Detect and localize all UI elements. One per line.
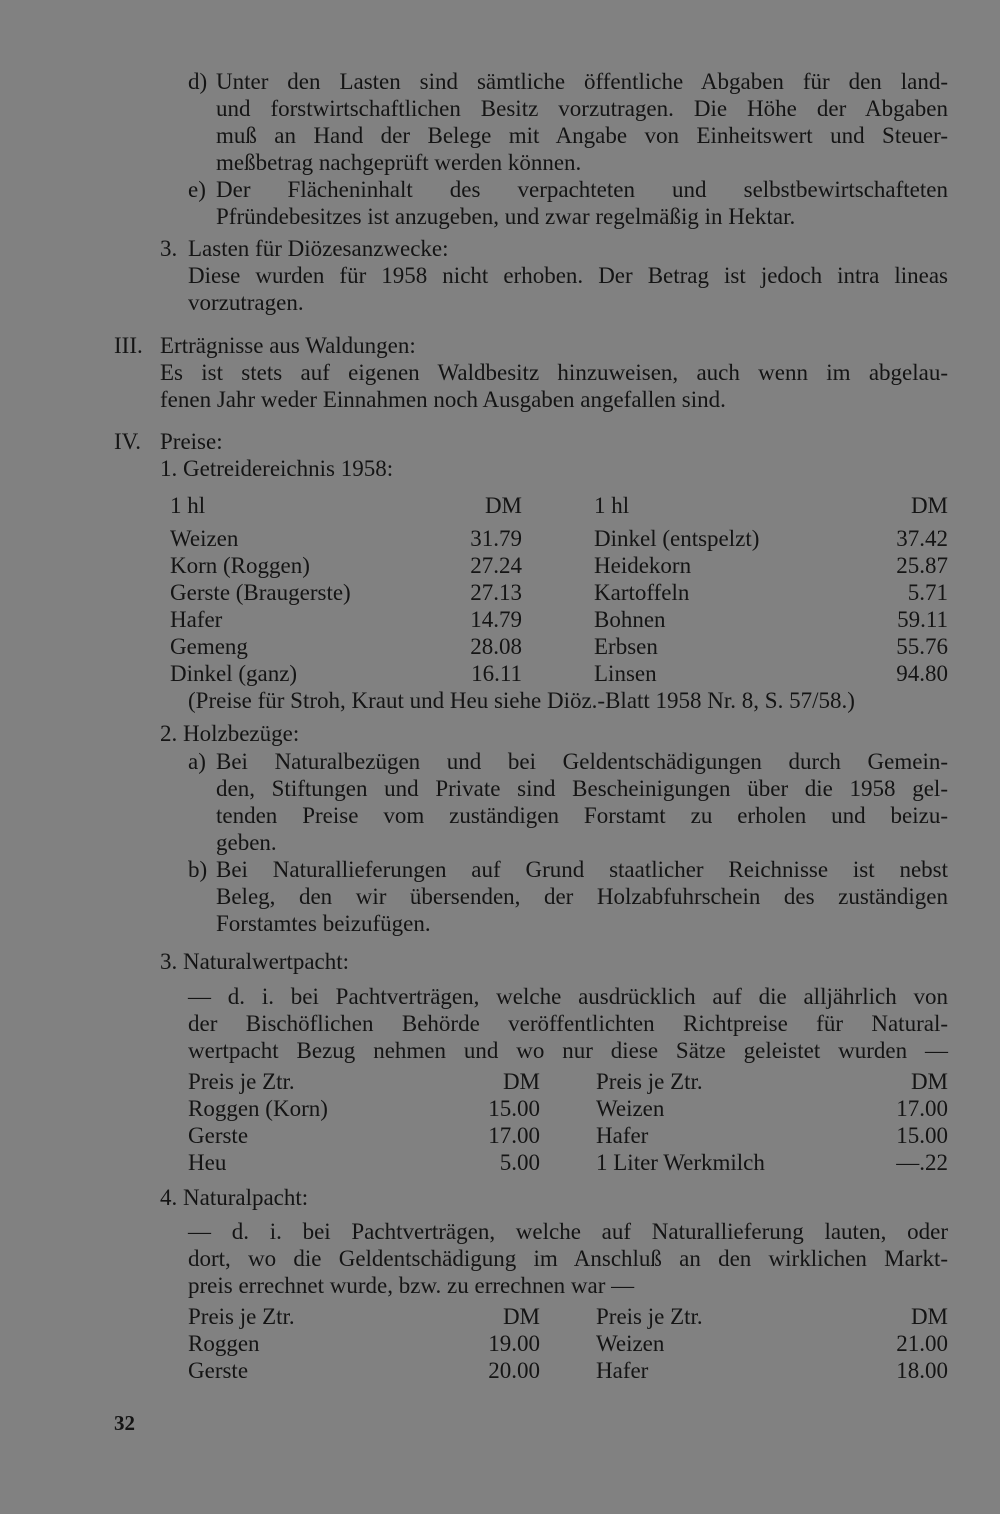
table-cell: Gemeng [170, 634, 248, 659]
table3-header [0, 1303, 1000, 1330]
table-cell: 1 Liter Werkmilch [596, 1150, 765, 1175]
table-row [0, 1330, 1000, 1357]
table-cell: 17.00 [896, 1096, 948, 1121]
table-cell: Kartoffeln [594, 580, 690, 605]
sub4-heading: 4. Naturalpacht: [160, 1185, 309, 1210]
table-row [0, 525, 1000, 552]
item-e-line-1: Der Flächeninhalt des verpachteten und selbstbewirtschafteten [216, 177, 948, 202]
sub2-a-line-1: Bei Naturalbezügen und bei Geldentschädigungen durch Gemein- [216, 749, 948, 774]
table3-cur-right: DM [910, 1304, 948, 1329]
sub2-a-line-3: tenden Preise vom zuständigen Forstamt zu erholen und beizu- [216, 803, 948, 828]
table-cell: 5.00 [499, 1150, 540, 1175]
table-cell: Roggen (Korn) [188, 1096, 328, 1121]
table-cell: Linsen [594, 661, 657, 686]
section-iii-line-1: Es ist stets auf eigenen Waldbesitz hinzuweisen, auch wenn im abgelau- [160, 360, 948, 385]
table2-cur-left: DM [502, 1069, 540, 1094]
table-cell: 18.00 [896, 1358, 948, 1383]
table-cell: Hafer [596, 1358, 649, 1383]
table-cell: Dinkel (ganz) [170, 661, 298, 686]
item-3-line-2: vorzutragen. [188, 290, 304, 315]
table-cell: 17.00 [488, 1123, 540, 1148]
table-cell: Bohnen [594, 607, 666, 632]
sub4-line-2: dort, wo die Geldentschädigung im Anschluß an den wirklichen Markt- [188, 1246, 948, 1271]
sub3-line-3: wertpacht Bezug nehmen und wo nur diese Sätze geleistet wurden — [188, 1038, 948, 1063]
table-cell: Weizen [596, 1331, 665, 1356]
table3-unit-right: Preis je Ztr. [596, 1304, 703, 1329]
table-row [0, 552, 1000, 579]
table-row [0, 1122, 1000, 1149]
table-cell: Weizen [170, 526, 239, 551]
section-iii-heading: Erträgnisse aus Waldungen: [160, 333, 416, 358]
table-cell: 28.08 [470, 634, 522, 659]
item-3-line-1: Diese wurden für 1958 nicht erhoben. Der Betrag ist jedoch intra lineas [188, 263, 948, 288]
table-cell: 27.24 [470, 553, 522, 578]
sub4-line-3: preis errechnet wurde, bzw. zu errechnen war — [188, 1273, 635, 1298]
item-d-line-3: muß an Hand der Belege mit Angabe von Einheitswert und Steuer- [216, 123, 948, 148]
table-cell: Gerste [188, 1358, 249, 1383]
table-cell: Hafer [596, 1123, 649, 1148]
item-3-label: 3. [160, 236, 178, 261]
table2-unit-left: Preis je Ztr. [188, 1069, 295, 1094]
table1-cur-left: DM [484, 493, 522, 518]
table2-unit-right: Preis je Ztr. [596, 1069, 703, 1094]
table-row [0, 1149, 1000, 1176]
table-cell: 14.79 [470, 607, 522, 632]
table-cell: 15.00 [896, 1123, 948, 1148]
table-cell: 31.79 [470, 526, 522, 551]
section-iii-numeral: III. [114, 333, 143, 358]
sub2-a-label: a) [188, 749, 206, 774]
section-iv-numeral: IV. [114, 429, 142, 454]
page-number: 32 [114, 1411, 135, 1435]
table-row [0, 633, 1000, 660]
table-cell: Heu [188, 1150, 227, 1175]
sub2-heading: 2. Holzbezüge: [160, 721, 300, 746]
table-cell: 55.76 [896, 634, 948, 659]
table-cell: Roggen [188, 1331, 260, 1356]
sub2-a-line-4: geben. [216, 830, 277, 855]
item-d-line-2: und forstwirtschaftlichen Besitz vorzutragen. Die Höhe der Abgaben [216, 96, 948, 121]
table-cell: Erbsen [594, 634, 658, 659]
sub2-b-label: b) [188, 857, 208, 882]
sub2-b-line-3: Forstamtes beizufügen. [216, 911, 431, 936]
section-iii-line-2: fenen Jahr weder Einnahmen noch Ausgaben angefallen sind. [160, 387, 726, 412]
table-cell: Gerste [188, 1123, 249, 1148]
item-d-label: d) [188, 69, 208, 94]
table-cell: 16.11 [471, 661, 522, 686]
table1-unit-right: 1 hl [594, 493, 630, 518]
table-cell: 5.71 [907, 580, 948, 605]
table3-cur-left: DM [502, 1304, 540, 1329]
table-row [0, 1357, 1000, 1384]
section-iv-heading: Preise: [160, 429, 223, 454]
table-cell: Gerste (Braugerste) [170, 580, 351, 605]
table3-unit-left: Preis je Ztr. [188, 1304, 295, 1329]
item-e-line-2: Pfründebesitzes ist anzugeben, und zwar regelmäßig in Hektar. [216, 204, 796, 229]
table-cell: Heidekorn [594, 553, 692, 578]
table-cell: 21.00 [896, 1331, 948, 1356]
item-d-line-4: meßbetrag nachgeprüft werden können. [216, 150, 582, 175]
sub3-heading: 3. Naturalwertpacht: [160, 949, 350, 974]
table-cell: Korn (Roggen) [170, 553, 310, 578]
table-cell: 94.80 [896, 661, 948, 686]
table-cell: —.22 [896, 1150, 948, 1175]
sub1-heading: 1. Getreidereichnis 1958: [160, 456, 394, 481]
item-d-line-1: Unter den Lasten sind sämtliche öffentliche Abgaben für den land- [216, 69, 948, 94]
table-row [0, 579, 1000, 606]
table-row [0, 1095, 1000, 1122]
table-cell: 37.42 [896, 526, 948, 551]
table-cell: 20.00 [488, 1358, 540, 1383]
table-cell: Dinkel (entspelzt) [594, 526, 760, 551]
sub2-b-line-2: Beleg, den wir übersenden, der Holzabfuhrschein des zuständigen [216, 884, 948, 909]
sub3-line-1: — d. i. bei Pachtverträgen, welche ausdrücklich auf die alljährlich von [188, 984, 948, 1009]
table-row [0, 660, 1000, 687]
table1-header [0, 492, 1000, 519]
sub4-line-1: — d. i. bei Pachtverträgen, welche auf Naturallieferung lauten, oder [188, 1219, 948, 1244]
table-cell: 15.00 [488, 1096, 540, 1121]
sub2-a-line-2: den, Stiftungen und Private sind Bescheinigungen über die 1958 gel- [216, 776, 948, 801]
table-cell: Weizen [596, 1096, 665, 1121]
table-cell: 25.87 [896, 553, 948, 578]
table1-unit-left: 1 hl [170, 493, 206, 518]
sub3-line-2: der Bischöflichen Behörde veröffentlichten Richtpreise für Natural- [188, 1011, 948, 1036]
table-cell: 19.00 [488, 1331, 540, 1356]
item-e-label: e) [188, 177, 206, 202]
table2-header [0, 1068, 1000, 1095]
table-row [0, 606, 1000, 633]
table-cell: Hafer [170, 607, 223, 632]
table1-note: (Preise für Stroh, Kraut und Heu siehe Diöz.-Blatt 1958 Nr. 8, S. 57/58.) [188, 688, 855, 713]
sub2-b-line-1: Bei Naturallieferungen auf Grund staatlicher Reichnisse ist nebst [216, 857, 948, 882]
item-3-heading: Lasten für Diözesanzwecke: [188, 236, 449, 261]
table1-cur-right: DM [910, 493, 948, 518]
table-cell: 59.11 [897, 607, 948, 632]
table2-cur-right: DM [910, 1069, 948, 1094]
table-cell: 27.13 [470, 580, 522, 605]
